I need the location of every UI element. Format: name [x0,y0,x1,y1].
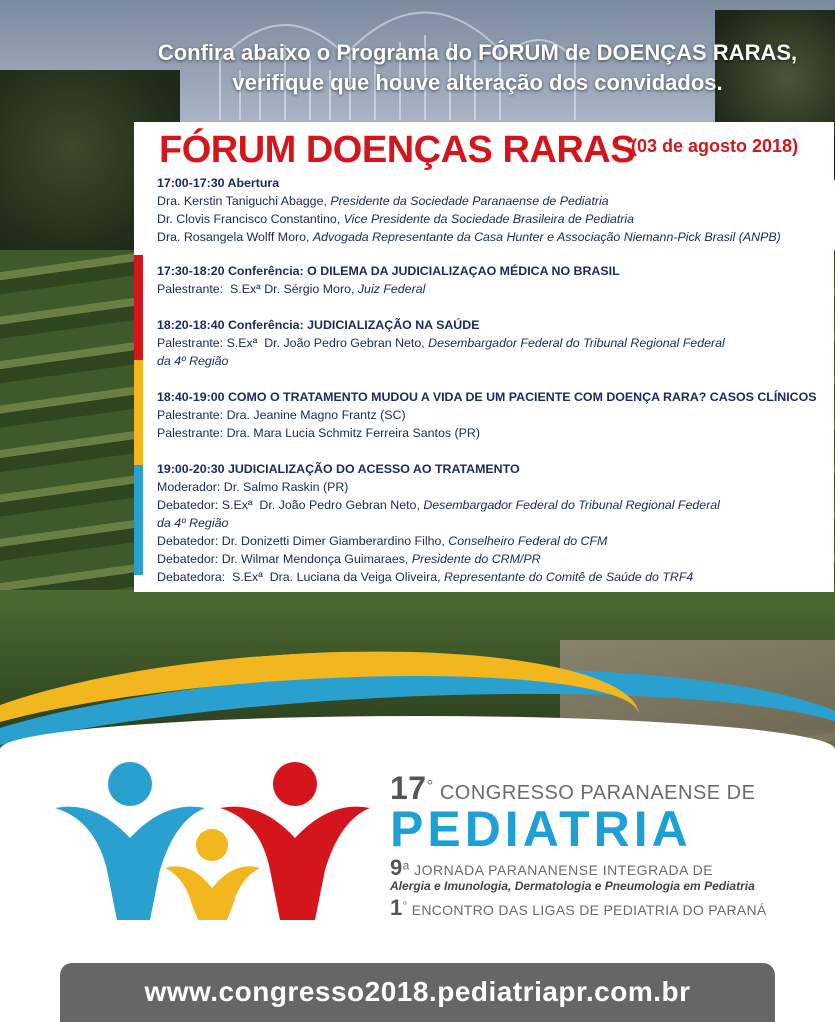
session-time: 18:40-19:00 [157,390,225,404]
session-speaker [157,568,835,586]
congress-pediatria: PEDIATRIA [390,801,692,857]
session-title: JUDICIALIZAÇÃO DO ACESSO AO TRATAMENTO [227,462,520,476]
session-heading [157,174,835,192]
speaker-role: Desembargador Federal do Tribunal Regional Federal [428,336,725,350]
speaker-role: Vice Presidente da Sociedade Brasileira de Pediatria [343,212,635,226]
session-title: Conferência: O DILEMA DA JUDICIALIZAÇAO MÉDICA NO BRASIL [227,264,620,278]
speaker-name: Palestrante: Dra. Jeanine Magno Frantz (SC) [157,408,406,422]
congress-text [390,770,820,921]
header-line-2: verifique que houve alteração dos convidados. [232,70,723,95]
session-time: 17:00-17:30 [157,176,225,190]
jornada-edition-suffix: a [402,859,410,873]
session-time: 17:30-18:20 [157,264,225,278]
speaker-name: Dra. Rosangela Wolff Moro, [157,230,313,244]
speaker-name: Debatedor: Dr. Wilmar Mendonça Guimaraes, [157,552,412,566]
speaker-name: Debatedor: S.Exª Dr. João Pedro Gebran Neto, [157,498,424,512]
session-speaker [157,550,835,568]
program-session [157,460,835,586]
website-link[interactable]: www.congresso2018.pediatriapr.com.br [60,963,775,1022]
congress-edition: 17 [390,770,427,806]
session-heading [157,460,835,478]
session-speaker [157,514,835,532]
session-speaker [157,496,835,514]
session-speaker [157,280,835,298]
speaker-role: da 4º Região [157,354,229,368]
session-speaker [157,478,835,496]
stripe-red [134,255,143,360]
forum-date: (03 de agosto 2018) [631,136,799,156]
speaker-name: Palestrante: Dra. Mara Lucia Schmitz Ferreira Santos (PR) [157,426,480,440]
session-time: 19:00-20:30 [157,462,225,476]
program-session [157,388,835,442]
speaker-name: Palestrante: S.Exª Dr. João Pedro Gebran Neto, [157,336,429,350]
encontro-name: ENCONTRO DAS LIGAS DE PEDIATRIA DO PARANÁ [411,902,767,918]
header-line-1: Confira abaixo o Programa do FÓRUM de DOENÇAS RARAS, [157,40,798,65]
speaker-name: Palestrante: S.Exª Dr. Sérgio Moro, [157,282,358,296]
jornada-name: JORNADA PARANANENSE INTEGRADA DE [414,862,714,878]
encontro-edition-suffix: ° [402,899,408,913]
session-speaker [157,228,835,246]
session-speaker [157,424,835,442]
speaker-role: Juiz Federal [357,282,426,296]
speaker-name: Dra. Kerstin Taniguchi Abagge, [157,194,331,208]
session-heading [157,316,835,334]
congress-name: CONGRESSO PARANAENSE DE [439,782,756,804]
session-speaker [157,532,835,550]
stripe-yellow [134,360,143,465]
session-speaker [157,334,835,352]
speaker-name: Dr. Clovis Francisco Constantino, [157,212,344,226]
speaker-name: Moderador: Dr. Salmo Raskin (PR) [157,480,349,494]
speaker-name: Debatedor: Dr. Donizetti Dimer Giamberardino Filho, [157,534,449,548]
congress-line-3 [390,855,820,881]
session-title: Abertura [227,176,280,190]
program-session [157,316,835,370]
session-speaker [157,406,835,424]
speaker-role: da 4º Região [157,516,229,530]
congress-line-5 [390,895,820,921]
session-time: 18:20-18:40 [157,318,225,332]
congress-edition-suffix: ° [426,776,434,796]
forum-title: FÓRUM DOENÇAS RARAS [159,129,636,171]
speaker-role: Conselheiro Federal do CFM [448,534,608,548]
speaker-role: Representante do Comitê de Saúde do TRF4 [443,570,694,584]
session-title: COMO O TRATAMENTO MUDOU A VIDA DE UM PACIENTE COM DOENÇA RARA? CASOS CLÍNICOS [227,390,817,404]
program-session [157,262,835,298]
program-session [157,174,835,246]
session-heading [157,388,835,406]
session-heading [157,262,835,280]
congress-logo-icon [55,760,375,920]
header-notice [0,38,835,98]
speaker-role: Presidente do CRM/PR [411,552,541,566]
congress-specialties: Alergia e Imunologia, Dermatologia e Pneumologia em Pediatria [390,879,755,893]
session-speaker [157,210,835,228]
speaker-role: Desembargador Federal do Tribunal Regional Federal [423,498,720,512]
speaker-role: Advogada Representante da Casa Hunter e Associação Niemann-Pick Brasil (ANPB) [312,230,781,244]
encontro-edition: 1 [390,895,403,920]
session-title: Conferência: JUDICIALIZAÇÃO NA SAÚDE [227,318,480,332]
session-speaker [157,192,835,210]
session-speaker [157,352,835,370]
speaker-role: Presidente da Sociedade Paranaense de Pediatria [330,194,609,208]
jornada-edition: 9 [390,855,403,880]
speaker-name: Debatedora: S.Exª Dra. Luciana da Veiga Oliveira, [157,570,444,584]
stripe-blue [134,465,143,575]
